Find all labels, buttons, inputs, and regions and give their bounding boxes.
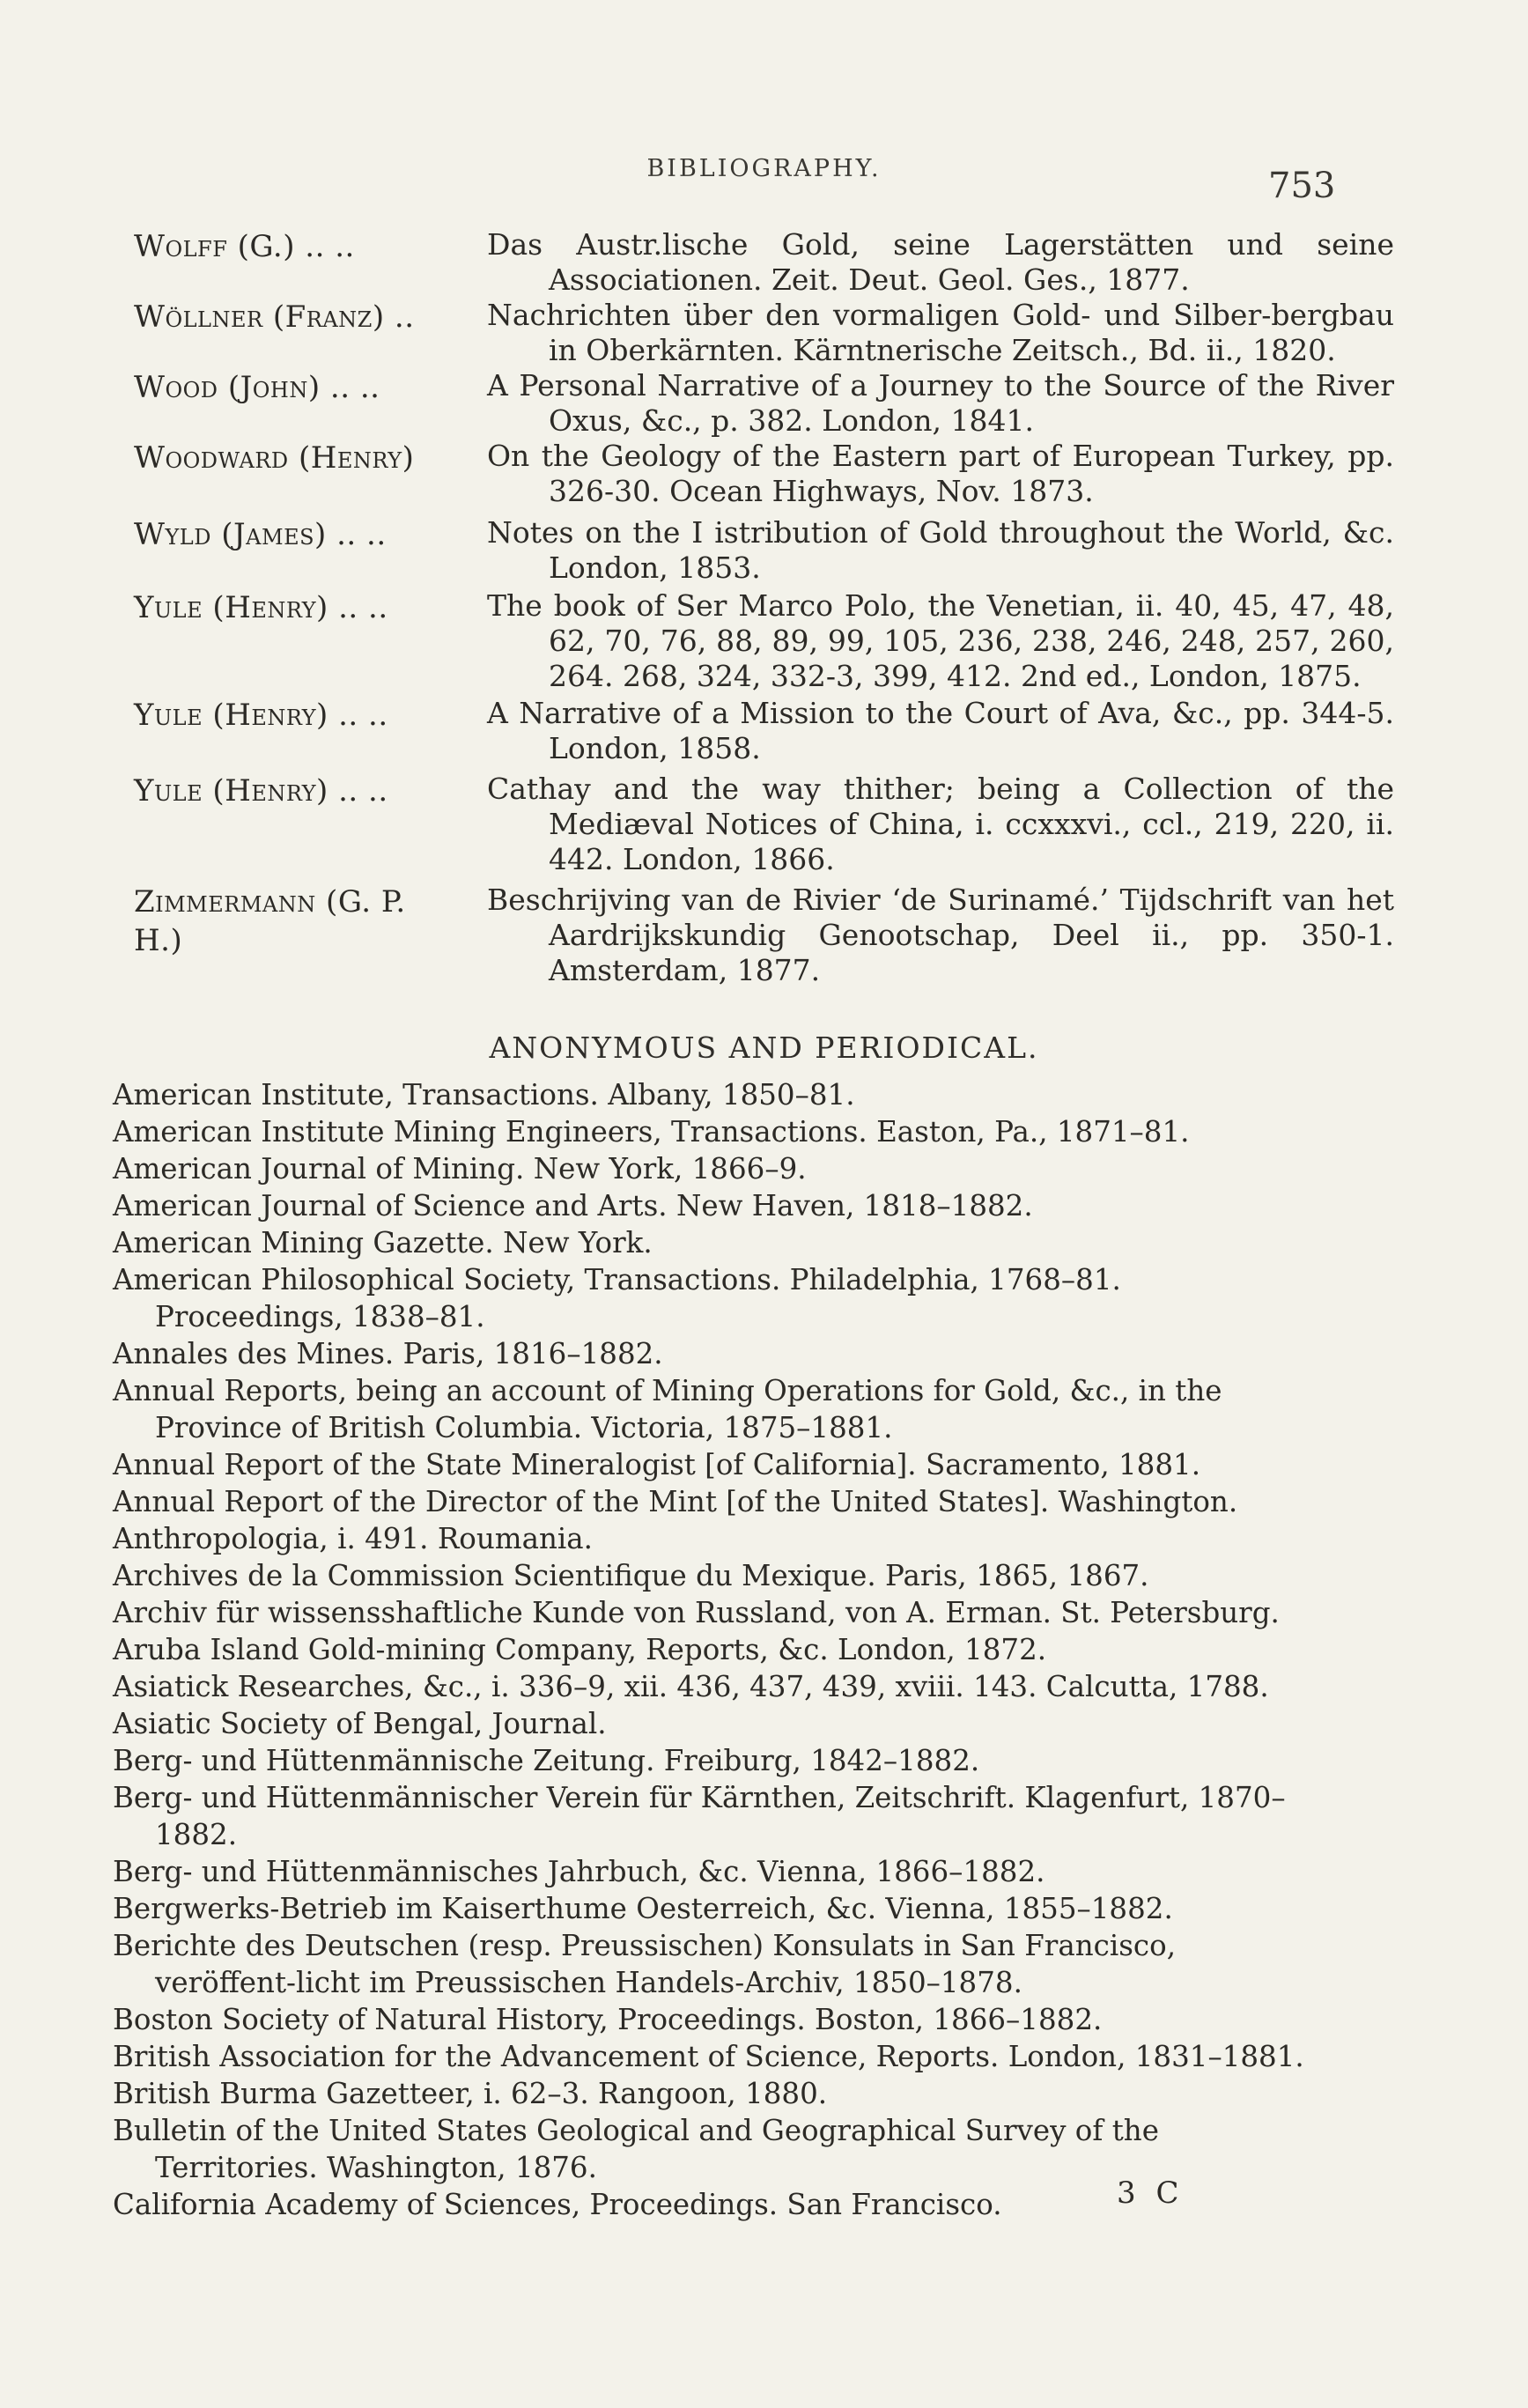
entry-author: Wöllner (Franz) .. — [134, 299, 415, 335]
list-item: Bergwerks-Betrieb im Kaiserthume Oesterreich, &c. Vienna, 1855–1882. — [113, 1892, 1173, 1925]
list-item: British Burma Gazetteer, i. 62–3. Rangoon, 1880. — [113, 2077, 828, 2110]
list-item: Anthropologia, i. 491. Roumania. — [113, 1522, 594, 1555]
entry-work: A Personal Narrative of a Journey to the Source of the River Oxus, &c., p. 382. London, 1841. — [487, 368, 1394, 438]
entry-author: Zimmermann (G. P. H.) — [134, 884, 406, 958]
entry-author: Wood (John) .. .. — [134, 370, 380, 405]
list-item: American Mining Gazette. New York. — [113, 1226, 653, 1259]
list-item: California Academy of Sciences, Proceedings. San Francisco. — [113, 2188, 1002, 2221]
entry-work: On the Geology of the Eastern part of European Turkey, pp. 326-30. Ocean Highways, Nov. 1873. — [487, 439, 1394, 508]
entry-author: Yule (Henry) .. .. — [134, 773, 388, 809]
running-title: BIBLIOGRAPHY. — [646, 155, 882, 182]
list-item: Archiv für wissensshaftliche Kunde von Russland, von A. Erman. St. Petersburg. — [113, 1596, 1280, 1629]
entry-author: Wyld (James) .. .. — [134, 517, 387, 552]
entry-work: Beschrijving van de Rivier ‘de Surinamé.’ Tijdschrift van het Aardrijkskundig Genootschap, Deel ii., pp. 350-1. Amsterdam, 1877. — [487, 883, 1394, 987]
entry-work: A Narrative of a Mission to the Court of Ava, &c., pp. 344-5. London, 1858. — [487, 696, 1394, 765]
list-item: American Philosophical Society, Transactions. Philadelphia, 1768–81. Proceedings, 1838–81. — [113, 1263, 1121, 1333]
list-item: Berg- und Hüttenmännisches Jahrbuch, &c. Vienna, 1866–1882. — [113, 1855, 1045, 1888]
signature-mark: 3 C — [1117, 2175, 1185, 2211]
list-item: Asiatick Researches, &c., i. 336–9, xii. 436, 437, 439, xviii. 143. Calcutta, 1788. — [113, 1670, 1269, 1703]
list-item: American Journal of Mining. New York, 1866–9. — [113, 1152, 807, 1186]
list-item: American Journal of Science and Arts. New Haven, 1818–1882. — [113, 1189, 1033, 1222]
list-item: Bulletin of the United States Geological and Geographical Survey of the Territories. Washington, 1876. — [113, 2114, 1159, 2184]
list-item: Berichte des Deutschen (resp. Preussischen) Konsulats in San Francisco, veröffent-licht im Preussischen Handels-Archiv, 1850–1878. — [113, 1929, 1177, 1999]
entry-work: The book of Ser Marco Polo, the Venetian, ii. 40, 45, 47, 48, 62, 70, 76, 88, 89, 99, 105, 236, 238, 246, 248, 257, 260, 264. 268, 324, 332-3, 399, 412. 2nd ed., London, 1875. — [487, 588, 1394, 693]
entry-work: Cathay and the way thither; being a Collection of the Mediæval Notices of China, i. ccxxxvi., ccl., 219, 220, ii. 442. London, 1866. — [487, 772, 1394, 876]
list-item: Aruba Island Gold-mining Company, Reports, &c. London, 1872. — [113, 1633, 1047, 1666]
entry-author: Wolff (G.) .. .. — [134, 229, 355, 264]
list-item: Annual Report of the Director of the Mint [of the United States]. Washington. — [113, 1485, 1238, 1518]
list-item: American Institute, Transactions. Albany, 1850–81. — [113, 1078, 855, 1112]
entry-work: Nachrichten über den vormaligen Gold- und Silber-bergbau in Oberkärnten. Kärntnerische Zeitsch., Bd. ii., 1820. — [487, 298, 1394, 367]
list-item: Annual Report of the State Mineralogist [of California]. Sacramento, 1881. — [113, 1448, 1201, 1481]
entry-work: Das Austr.lische Gold, seine Lagerstätten und seine Associationen. Zeit. Deut. Geol. Ges., 1877. — [487, 227, 1394, 297]
list-item: Asiatic Society of Bengal, Journal. — [113, 1707, 607, 1740]
list-item: Berg- und Hüttenmännische Zeitung. Freiburg, 1842–1882. — [113, 1744, 980, 1777]
entry-author: Woodward (Henry) — [134, 440, 415, 476]
list-item: Annual Reports, being an account of Mining Operations for Gold, &c., in the Province of British Columbia. Victoria, 1875–1881. — [113, 1374, 1222, 1444]
list-item: Annales des Mines. Paris, 1816–1882. — [113, 1337, 663, 1370]
list-item: British Association for the Advancement of Science, Reports. London, 1831–1881. — [113, 2040, 1304, 2073]
entry-work: Notes on the I istribution of Gold throughout the World, &c. London, 1853. — [487, 515, 1394, 585]
list-item: Berg- und Hüttenmännischer Verein für Kärnthen, Zeitschrift. Klagenfurt, 1870–1882. — [113, 1781, 1286, 1851]
page-number: 753 — [1268, 166, 1336, 206]
list-item: American Institute Mining Engineers, Transactions. Easton, Pa., 1871–81. — [113, 1115, 1190, 1149]
list-item: Boston Society of Natural History, Proceedings. Boston, 1866–1882. — [113, 2003, 1103, 2036]
entry-author: Yule (Henry) .. .. — [134, 590, 388, 625]
section-heading: ANONYMOUS AND PERIODICAL. — [489, 1030, 1039, 1065]
periodicals-list — [113, 1076, 1310, 2223]
entry-author: Yule (Henry) .. .. — [134, 698, 388, 733]
list-item: Archives de la Commission Scientifique du Mexique. Paris, 1865, 1867. — [113, 1559, 1149, 1592]
